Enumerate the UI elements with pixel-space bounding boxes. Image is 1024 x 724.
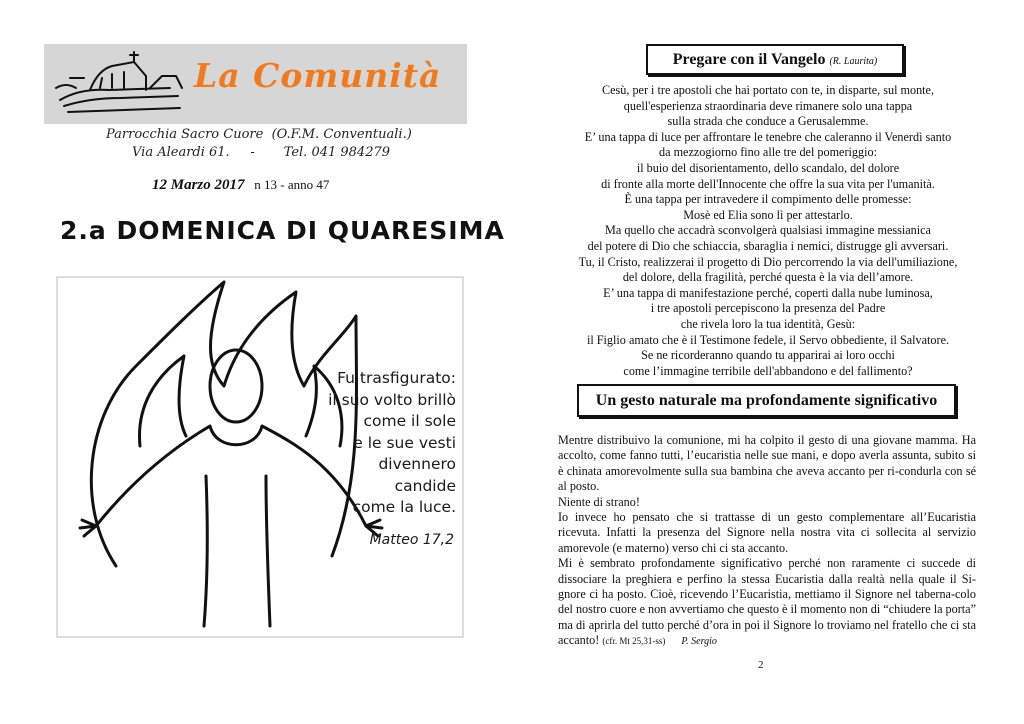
prayer-line: i tre apostoli percepiscono la presenza del Padre <box>650 301 886 316</box>
gesture-heading: Un gesto naturale ma profondamente significativo <box>577 384 956 417</box>
gospel-quote <box>300 368 456 519</box>
page-number: 2 <box>758 659 764 671</box>
quote-line: come la luce. <box>352 498 456 516</box>
prayer-line: che rivela loro la tua identità, Gesù: <box>680 316 856 331</box>
sunday-title: 2.a DOMENICA DI QUARESIMA <box>60 216 505 245</box>
prayer-line: E’ una tappa di luce per affrontare le tenebre che caleranno il Venerdì santo <box>584 129 952 144</box>
prayer-line: Tu, il Cristo, realizzerai il progetto di Dio percorrendo la via dell'umiliazione, <box>578 254 958 269</box>
prayer-line: di fronte alla morte dell'Innocente che offre la sua vita per l'umanità. <box>601 176 935 191</box>
church-logo-icon <box>50 48 200 120</box>
masthead <box>44 44 467 124</box>
quote-line: Fu trasfigurato: <box>337 369 456 387</box>
prayer-line: del potere di Dio che schiaccia, sbaraglia i nemici, distrugge gli avversari. <box>587 238 949 253</box>
prayer-heading <box>646 44 904 75</box>
prayer-line: Mosè ed Elia sono lì per attestarlo. <box>683 207 853 222</box>
newsletter-title: La Comunità <box>194 56 442 95</box>
article-paragraph: Mentre distribuivo la comunione, mi ha colpito il gesto di una giovane mamma. Ha accolto, come fanno tutti, l’eucaristia nelle sue mani, e dopo averla assunta, subito si è chinata amorevolmente sulla sua bambina che aveva accanto per ri-condurla con sé al posto. <box>558 433 976 494</box>
issue-number: n 13 - anno 47 <box>254 177 330 192</box>
quote-reference: Matteo 17,2 <box>369 532 454 548</box>
prayer-line: il Figlio amato che è il Testimone fedele, il Servo obbediente, il Salvatore. <box>586 332 950 347</box>
quote-line: e le sue vesti <box>353 433 456 452</box>
prayer-line: del dolore, della fragilità, perché questa è la via dell’amore. <box>622 270 914 285</box>
prayer-author: (R. Laurita) <box>829 56 878 67</box>
prayer-line: Cesù, per i tre apostoli che hai portato con te, in disparte, sul monte, <box>601 83 935 97</box>
article-paragraph <box>558 556 976 649</box>
issue-line <box>152 177 329 194</box>
prayer-line: da mezzogiorno fino alle tre del pomeriggio: <box>659 145 877 160</box>
quote-line: il suo volto brillò <box>328 390 456 409</box>
article-author: P. Sergio <box>681 636 717 648</box>
prayer-text <box>540 83 996 379</box>
bible-citation: (cfr. Mt 25,31-ss) <box>602 636 666 647</box>
prayer-line: il buio del disorientamento, dello scandalo, del dolore <box>636 160 900 175</box>
prayer-heading-text: Pregare con il Vangelo <box>672 51 826 68</box>
prayer-line: È una tappa per intravedere il compimento delle promesse: <box>624 192 912 207</box>
prayer-line: E’ una tappa di manifestazione perché, coperti dalla nube luminosa, <box>603 285 933 300</box>
prayer-line: Se ne ricorderanno quando tu apparirai ai loro occhi <box>641 348 895 363</box>
article-paragraph: Io invece ho pensato che si trattasse di un gesto complementare all’Eucaristia ricevuta. Infatti la presenza del Signore nella nostra vita ci sollecita al servizio amorevole (e materno) verso chi ci sta accanto. <box>558 510 976 555</box>
prayer-line: quell'esperienza straordinaria deve rimanere solo una tappa <box>623 98 913 113</box>
gesture-article <box>558 433 976 650</box>
quote-line: come il sole <box>363 412 456 430</box>
parish-name: Parrocchia Sacro Cuore (O.F.M. Conventuali.) <box>106 127 412 142</box>
prayer-line: sulla strada che conduce a Gerusalemme. <box>667 114 869 129</box>
parish-address: Via Aleardi 61. - Tel. 041 984279 <box>132 145 391 160</box>
prayer-line: Ma quello che accadrà sconvolgerà qualsiasi immagine messianica <box>605 223 931 238</box>
prayer-line: come l’immagine terribile dell'abbandono e del fallimento? <box>623 363 913 378</box>
article-paragraph-text: Mi è sembrato profondamente significativo perché non raramente ci succede di dissociare la preghiera e perfino la stessa Eucaristia dalla realtà nella quale il Si-gnore ci ha posto. Cioè, ricevendo l’Eucaristia, mettiamo il Signore nel taberna-colo del nostro cuore e non avvertiamo che questo è il momento non di “chiudere la porta” ma di aprirla del tutto perché d’ora in poi il Signore lo troviamo nel fratello che ci sta accanto! <box>558 556 976 648</box>
article-paragraph: Niente di strano! <box>558 494 640 509</box>
quote-line: divennero <box>378 455 456 473</box>
quote-line: candide <box>394 476 456 495</box>
issue-date: 12 Marzo 2017 <box>152 177 245 193</box>
